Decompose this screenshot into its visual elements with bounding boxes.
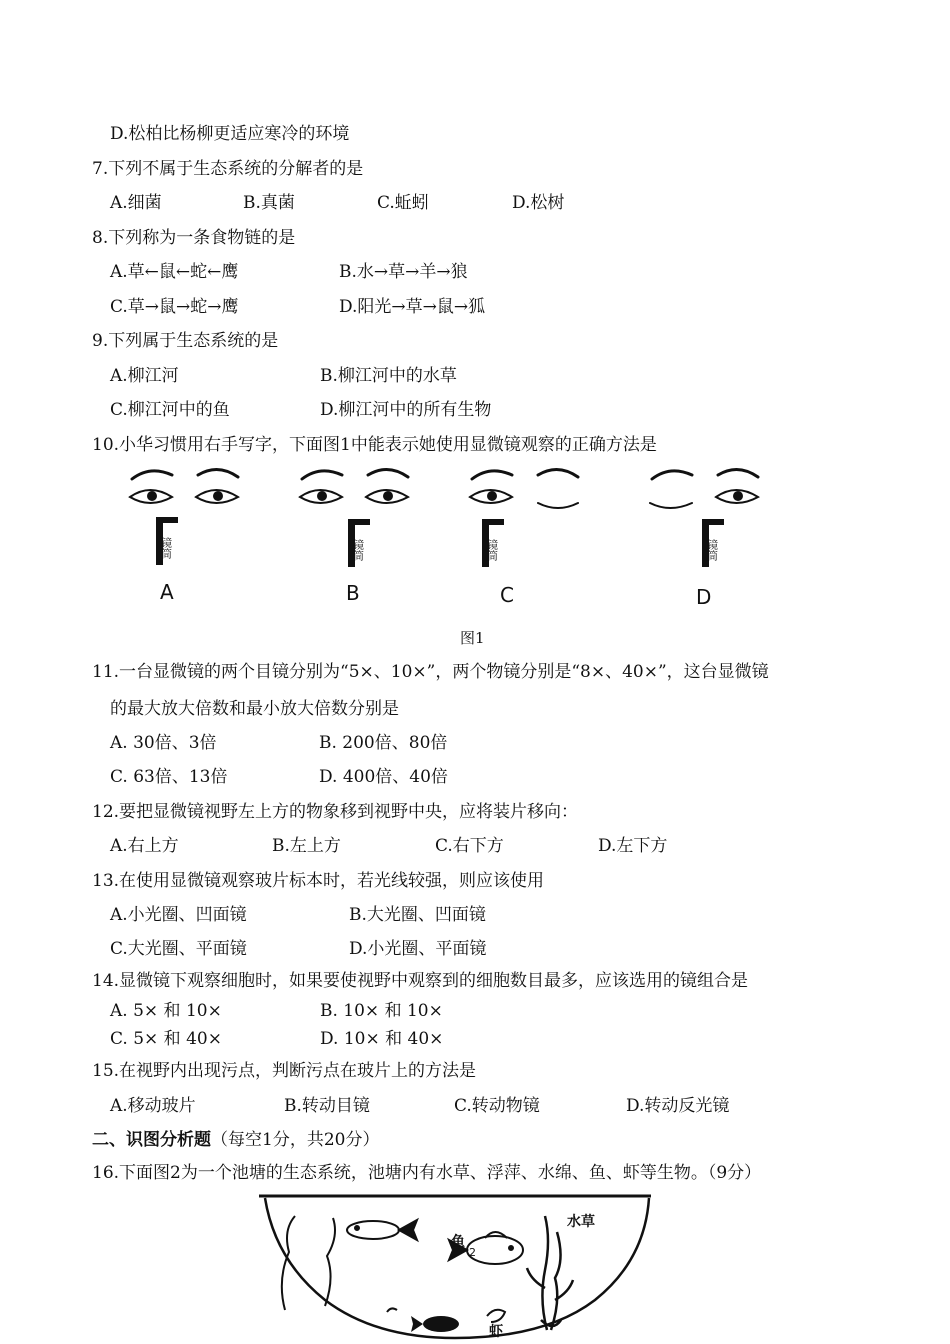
q11-stem-continued: 的最大放大倍数和最小放大倍数分别是 <box>110 699 399 719</box>
q6-option-d: D.松柏比杨柳更适应寒冷的环境 <box>110 124 350 144</box>
figure-1-d-right-pupil <box>733 491 743 501</box>
figure-2-shrimp <box>487 1310 505 1322</box>
q15-stem: 15.在视野内出现污点，判断污点在玻片上的方法是 <box>92 1061 477 1081</box>
q11-option-d: D. 400倍、40倍 <box>319 767 448 787</box>
q12-option-a: A.右上方 <box>110 836 179 856</box>
figure-1-a-right-brow <box>198 469 238 477</box>
figure-1-d-right-brow <box>718 469 758 477</box>
q14-option-b: B. 10× 和 10× <box>320 1001 443 1021</box>
q8-option-b: B.水→草→羊→狼 <box>339 262 468 282</box>
q13-option-a: A.小光圈、凹面镜 <box>110 905 247 925</box>
q14-option-c: C. 5× 和 40× <box>110 1029 222 1049</box>
q7-option-a: A.细菌 <box>110 193 162 213</box>
q15-option-c: C.转动物镜 <box>454 1096 540 1116</box>
q9-stem: 9.下列属于生态系统的是 <box>92 331 279 351</box>
figure-2-label-shrimp: 虾 <box>489 1324 503 1340</box>
figure-2-label-number: 2 <box>469 1246 476 1259</box>
figure-1-b-left-pupil <box>317 491 327 501</box>
figure-2-fish-bottom <box>411 1316 459 1332</box>
q11-option-b: B. 200倍、80倍 <box>319 733 448 753</box>
figure-2-label-water-grass: 水草 <box>567 1214 595 1230</box>
q11-option-c: C. 63倍、13倍 <box>110 767 228 787</box>
figure-1-c-right-brow <box>538 469 578 477</box>
q12-option-d: D.左下方 <box>598 836 668 856</box>
figure-1-c-right-eye-closed <box>538 503 578 508</box>
figure-2-pond-ecosystem <box>255 1160 655 1344</box>
q12-option-c: C.右下方 <box>435 836 504 856</box>
figure-1-microscope-eyes <box>120 455 780 615</box>
figure-1-label-c: C <box>500 583 514 607</box>
section-2-note: （每空1分，共20分） <box>211 1130 380 1150</box>
figure-1-a-right-pupil <box>213 491 223 501</box>
q13-option-b: B.大光圈、凹面镜 <box>349 905 486 925</box>
q7-stem: 7.下列不属于生态系统的分解者的是 <box>92 159 364 179</box>
q7-option-b: B.真菌 <box>243 193 295 213</box>
figure-1-a-left-pupil <box>147 491 157 501</box>
figure-2-left-weed-2 <box>325 1218 335 1306</box>
section-2-heading <box>92 1128 379 1152</box>
q9-option-b: B.柳江河中的水草 <box>320 366 457 386</box>
figure-2-water-grass <box>527 1216 573 1330</box>
figure-1-label-d: D <box>696 585 712 609</box>
q14-option-d: D. 10× 和 40× <box>320 1029 444 1049</box>
figure-1-label-a: A <box>160 580 174 604</box>
figure-1-d-left-eye-closed <box>650 503 692 508</box>
figure-1-c-tube-label: 镜筒 <box>485 539 499 561</box>
q16-stem: 16.下面图2为一个池塘的生态系统，池塘内有水草、浮萍、水绵、鱼、虾等生物。（9分） <box>92 1163 762 1183</box>
figure-2-small-creature <box>387 1308 397 1312</box>
q7-option-c: C.蚯蚓 <box>377 193 429 213</box>
q9-option-d: D.柳江河中的所有生物 <box>320 400 492 420</box>
q7-option-d: D.松树 <box>512 193 565 213</box>
q11-stem: 11.一台显微镜的两个目镜分别为“5×、10×”，两个物镜分别是“8×、40×”，这台显微镜 <box>92 662 769 682</box>
q15-option-a: A.移动玻片 <box>110 1096 196 1116</box>
q13-option-d: D.小光圈、平面镜 <box>349 939 487 959</box>
figure-2-left-weed <box>282 1216 295 1310</box>
q13-stem: 13.在使用显微镜观察玻片标本时，若光线较强，则应该使用 <box>92 871 545 891</box>
q14-option-a: A. 5× 和 10× <box>110 1001 222 1021</box>
figure-1-c-left-pupil <box>487 491 497 501</box>
figure-1-caption: 图1 <box>460 629 485 647</box>
q10-stem: 10.小华习惯用右手写字，下面图1中能表示她使用显微镜观察的正确方法是 <box>92 435 657 455</box>
figure-1-b-right-brow <box>368 469 408 477</box>
figure-1-b-tube-label: 镜筒 <box>351 539 365 561</box>
q11-option-a: A. 30倍、3倍 <box>110 733 217 753</box>
figure-1-d-tube-label: 镜筒 <box>705 539 719 561</box>
q8-stem: 8.下列称为一条食物链的是 <box>92 228 296 248</box>
q13-option-c: C.大光圈、平面镜 <box>110 939 247 959</box>
q15-option-d: D.转动反光镜 <box>626 1096 730 1116</box>
q9-option-a: A.柳江河 <box>110 366 179 386</box>
figure-1-b-right-pupil <box>383 491 393 501</box>
q14-stem: 14.显微镜下观察细胞时，如果要使视野中观察到的细胞数目最多，应该选用的镜组合是 <box>92 971 749 991</box>
figure-1-c-left-brow <box>472 471 512 479</box>
section-2-title: 二、识图分析题 <box>92 1130 211 1150</box>
figure-2-fish-upper <box>347 1220 417 1240</box>
q8-option-a: A.草←鼠←蛇←鹰 <box>110 262 239 282</box>
figure-1-a-tube-label: 镜筒 <box>159 537 173 559</box>
q8-option-c: C.草→鼠→蛇→鹰 <box>110 297 239 317</box>
q9-option-c: C.柳江河中的鱼 <box>110 400 230 420</box>
q8-option-d: D.阳光→草→鼠→狐 <box>339 297 486 317</box>
q15-option-b: B.转动目镜 <box>284 1096 370 1116</box>
q12-option-b: B.左上方 <box>272 836 341 856</box>
figure-1-b-left-brow <box>302 471 342 479</box>
figure-1-d-left-brow <box>652 471 692 479</box>
figure-1-label-b: B <box>346 581 360 605</box>
figure-1-a-left-brow <box>132 471 172 479</box>
q12-stem: 12.要把显微镜视野左上方的物象移到视野中央，应将装片移向： <box>92 802 579 822</box>
figure-2-label-fish: 鱼 <box>451 1234 465 1250</box>
